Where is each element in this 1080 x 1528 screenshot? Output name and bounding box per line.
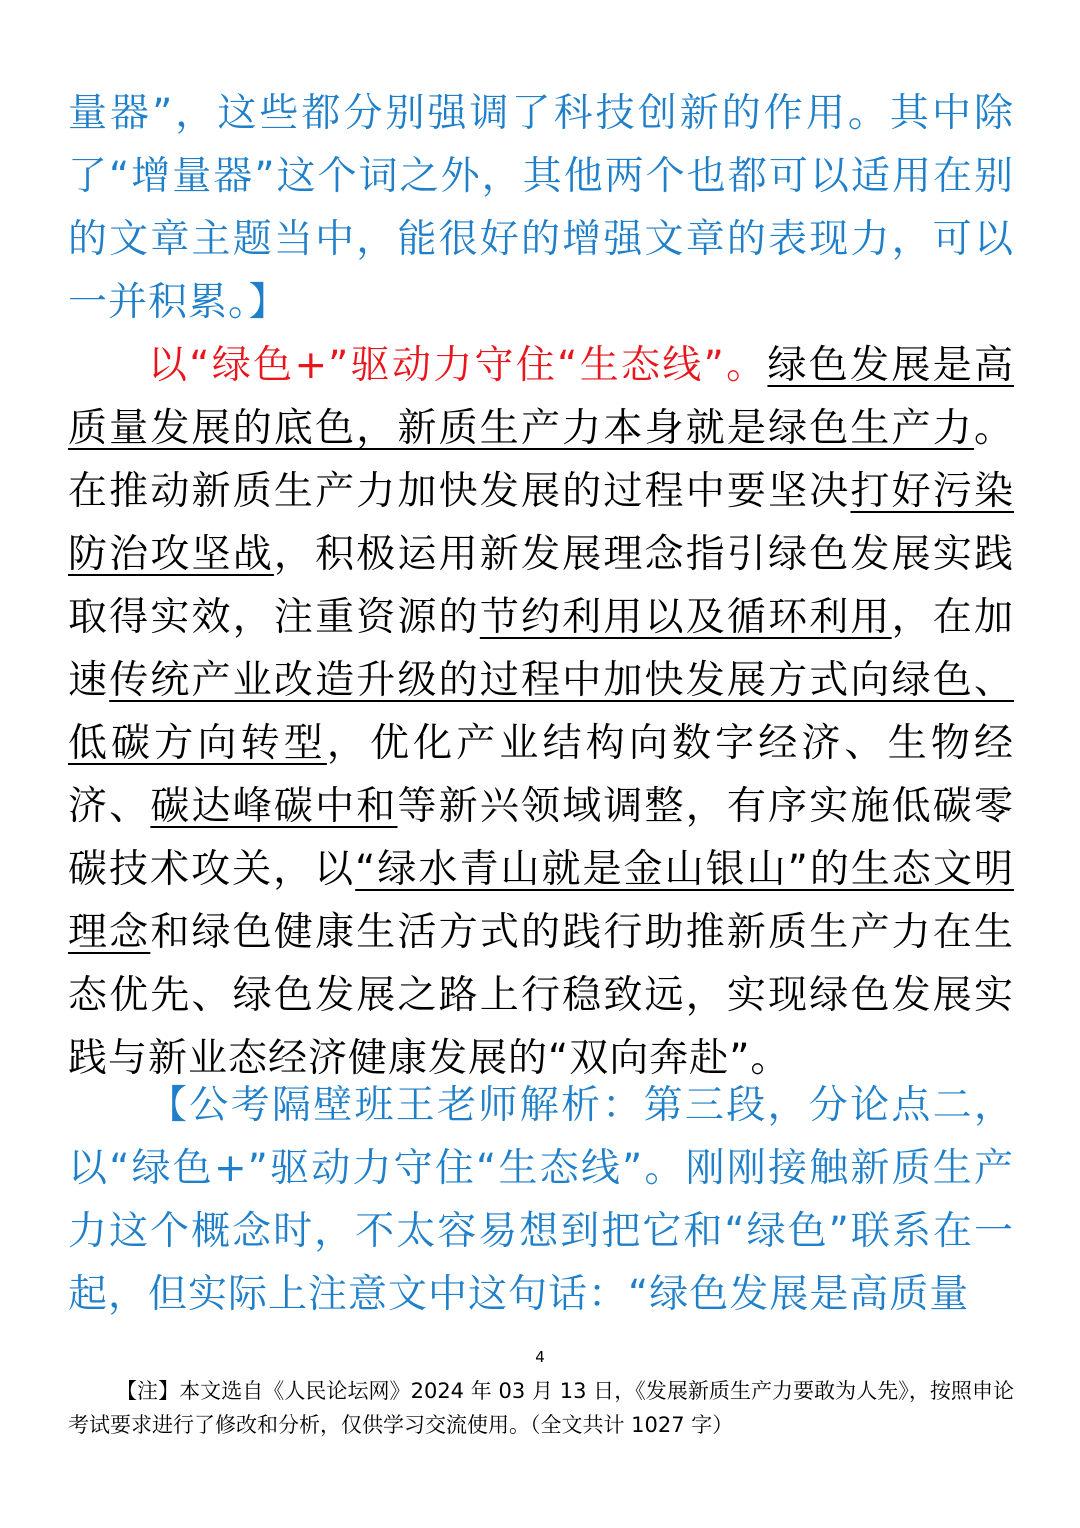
analysis-paragraph xyxy=(68,1074,1014,1326)
underlined-phrase: 碳达峰碳中和 xyxy=(150,784,398,829)
body-text: ，积极运用新发展理念指引绿色发展实践取得实效，注重资源的 xyxy=(68,532,1014,640)
footnote-text: 【注】本文选自《人民论坛网》2024 年 03 月 13 日，《发展新质生产力要敢为人先》，按照申论考试要求进行了修改和分析，仅供学习交流使用。（全文共计 1027 字） xyxy=(68,1379,1014,1437)
body-text: 等新兴领域调整，有序实施低碳零碳技术攻关，以 xyxy=(68,784,1014,892)
page-number: 4 xyxy=(535,1348,545,1366)
underlined-phrase: 传统产业改造升级的过程中加快发展方式向绿色、低碳方向转型 xyxy=(68,658,1014,766)
source-footnote xyxy=(68,1374,1014,1442)
underlined-phrase: 绿色发展是高质量发展的底色，新质生产力本身就是绿色生产力 xyxy=(68,343,1014,451)
analysis-text: 量器”，这些都分别强调了科技创新的作用。其中除了“增量器”这个词之外，其他两个也都可以适用在别的文章主题当中，能很好的增强文章的表现力，可以一并积累。】 xyxy=(68,91,1014,325)
analysis-text: 【公考隔壁班王老师解析：第三段，分论点二，以“绿色+”驱动力守住“生态线”。刚刚接触新质生产力这个概念时，不太容易想到把它和“绿色”联系在一起，但实际上注意文中这句话：“绿色发展是高质量 xyxy=(68,1083,1014,1317)
body-paragraph xyxy=(68,334,1014,1090)
body-text: ，优化产业结构向数字经济、生物经济、 xyxy=(68,721,1014,829)
analysis-continuation-paragraph xyxy=(68,82,1014,334)
underlined-phrase: “绿水青山就是金山银山”的生态文明理念 xyxy=(68,847,1014,955)
body-text: ，在加速 xyxy=(68,595,1014,703)
body-text: 。在推动新质生产力加快发展的过程中要坚决 xyxy=(68,406,1014,514)
section-heading: 以“绿色+”驱动力守住“生态线”。 xyxy=(148,343,768,388)
body-text: 和绿色健康生活方式的践行助推新质生产力在生态优先、绿色发展之路上行稳致远，实现绿色发展实践与新业态经济健康发展的“双向奔赴”。 xyxy=(68,910,1014,1081)
underlined-phrase: 节约利用以及循环利用 xyxy=(479,595,892,640)
underlined-phrase: 打好污染防治攻坚战 xyxy=(68,469,1014,577)
